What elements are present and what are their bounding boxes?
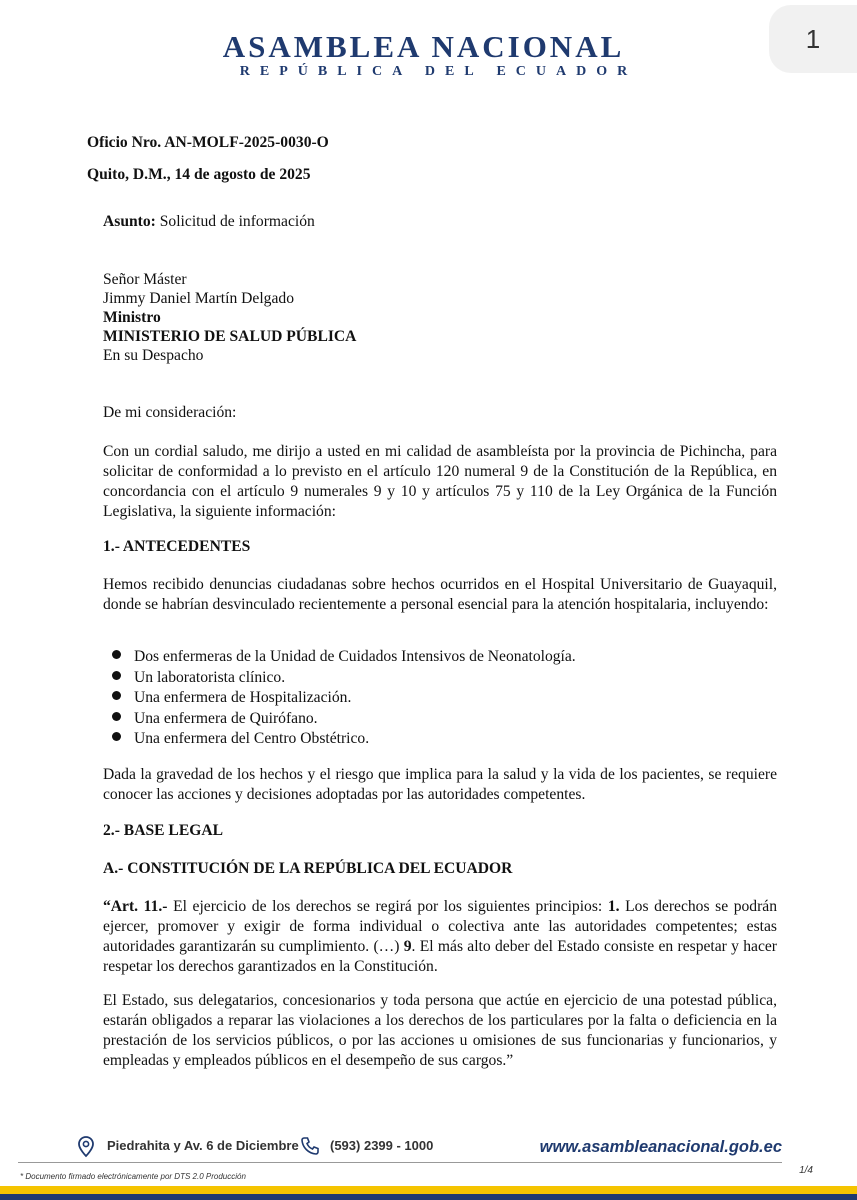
footer-navy-stripe <box>0 1194 857 1200</box>
section-heading-base-legal: 2.- BASE LEGAL <box>103 822 224 839</box>
article-11-paragraph-2: El Estado, sus delegatarios, concesionarios y toda persona que actúe en ejercicio de una potestad pública, estarán obligados a reparar las violaciones a los derechos de los particulares por la falta o deficiencia en la prestación de los servicios públicos, o por las acciones u omisiones de sus funcionarias y funcionarios, y empleadas y empleados públicos en el desempeño de sus cargos.” <box>103 992 777 1069</box>
footer-yellow-stripe <box>0 1186 857 1194</box>
letterhead-subtitle: REPÚBLICA DEL ECUADOR <box>239 64 638 79</box>
recipient-name: Jimmy Daniel Martín Delgado <box>103 290 294 307</box>
letterhead-title: ASAMBLEA NACIONAL <box>222 29 625 64</box>
recipient-role: Ministro <box>103 309 161 326</box>
footer-address: Piedrahita y Av. 6 de Diciembre <box>107 1138 299 1153</box>
letterhead-logo <box>0 30 857 80</box>
bullet-icon <box>112 732 121 741</box>
page-footer <box>0 1132 857 1200</box>
list-item-text: Un laboratorista clínico. <box>134 669 286 686</box>
antecedentes-closing-paragraph: Dada la gravedad de los hechos y el riesgo que implica para la salud y la vida de los pacientes, se requiere conocer las acciones y decisiones adoptadas por las autoridades competentes. <box>103 766 777 803</box>
place-date: Quito, D.M., 14 de agosto de 2025 <box>87 166 311 183</box>
greeting: De mi consideración: <box>103 404 237 421</box>
footer-phone: (593) 2399 - 1000 <box>330 1138 434 1153</box>
footer-divider <box>18 1162 782 1163</box>
article-11-paragraph <box>103 897 777 977</box>
subject-line <box>103 212 315 232</box>
oficio-number: Oficio Nro. AN-MOLF-2025-0030-O <box>87 134 329 151</box>
article-number: 1. <box>607 898 620 915</box>
recipient-title: Señor Máster <box>103 271 187 288</box>
subject-text: Solicitud de información <box>155 213 315 230</box>
signature-note: * Documento firmado electrónicamente por DTS 2.0 Producción <box>20 1172 246 1181</box>
recipient-institution: MINISTERIO DE SALUD PÚBLICA <box>103 328 357 345</box>
list-item <box>112 647 576 667</box>
page-count: 1/4 <box>799 1165 813 1176</box>
article-text: El ejercicio de los derechos se regirá por los siguientes principios: <box>167 898 608 915</box>
article-label: “Art. 11.- <box>103 898 168 915</box>
list-item <box>112 709 318 729</box>
recipient-closing: En su Despacho <box>103 347 204 364</box>
list-item-text: Una enfermera de Quirófano. <box>134 710 318 727</box>
location-pin-icon <box>78 1136 94 1158</box>
list-item <box>112 729 369 749</box>
footer-website-link[interactable]: www.asambleanacional.gob.ec <box>539 1138 782 1156</box>
list-item-text: Una enfermera del Centro Obstétrico. <box>134 730 370 747</box>
list-item <box>112 668 285 688</box>
list-item-text: Dos enfermeras de la Unidad de Cuidados Intensivos de Neonatología. <box>134 648 576 665</box>
subject-label: Asunto: <box>103 213 156 230</box>
list-item-text: Una enfermera de Hospitalización. <box>134 689 352 706</box>
list-item <box>112 688 351 708</box>
section-heading-antecedentes: 1.- ANTECEDENTES <box>103 538 251 555</box>
phone-icon <box>300 1136 320 1156</box>
article-text: . El más alto deber del Estado consiste en respetar y hacer respetar los derechos garantizados en la Constitución. <box>103 938 777 975</box>
bullet-icon <box>112 650 121 659</box>
subsection-heading-constitucion: A.- CONSTITUCIÓN DE LA REPÚBLICA DEL ECUADOR <box>103 860 513 877</box>
antecedentes-paragraph: Hemos recibido denuncias ciudadanas sobre hechos ocurridos en el Hospital Universitario de Guayaquil, donde se habrían desvinculado recientemente a personal esencial para la atención hospitalaria, incluyendo: <box>103 576 777 613</box>
article-text: Los derechos se podrán ejercer, promover y exigir de forma individual o colectiva ante las autoridades competentes; estas autoridades garantizarán su cumplimiento. (…) <box>103 898 778 955</box>
page-number-badge: 1 <box>769 5 857 73</box>
bullet-icon <box>112 671 121 680</box>
article-number: 9 <box>403 938 412 955</box>
intro-paragraph: Con un cordial saludo, me dirijo a usted en mi calidad de asambleísta por la provincia de Pichincha, para solicitar de conformidad a lo previsto en el artículo 120 numeral 9 de la Constitución de la República, en concordancia con el artículo 9 numerales 9 y 10 y artículos 75 y 110 de la Ley Orgánica de la Función Legislativa, la siguiente información: <box>103 443 777 520</box>
bullet-icon <box>112 691 121 700</box>
bullet-icon <box>112 712 121 721</box>
